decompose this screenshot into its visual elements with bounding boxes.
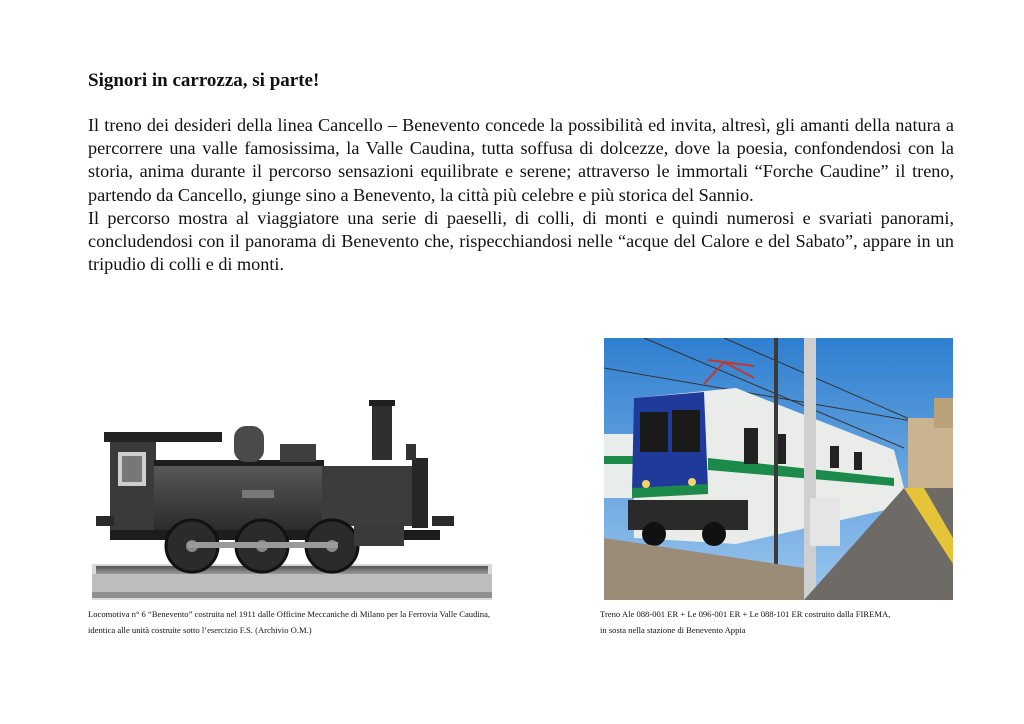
paragraph-2: Il percorso mostra al viaggiatore una serie di paeselli, di colli, di monti e quindi numerosi e svariati panorami, concludendosi con il panorama di Benevento che, rispecchiandosi nelle “acque del Calore e del Sabato”, appare in un tripudio di colli e di monti. bbox=[88, 207, 954, 275]
caption-right-line-1: Treno Ale 088-001 ER + Le 096-001 ER + Le 088-101 ER costruito dalla FIREMA, bbox=[600, 609, 891, 619]
modern-train-illustration bbox=[604, 338, 953, 600]
caption-right-line-2: in sosta nella stazione di Benevento Appia bbox=[600, 625, 746, 635]
paragraph-1: Il treno dei desideri della linea Cancello – Benevento concede la possibilità ed invita, altresì, gli amanti della natura a percorrere una valle famosissima, la Valle Caudina, tutta soffusa di dolcezze, dove la poesia, confondendosi con la storia, anima durante il percorso sensazioni equilibrate e serene; attraverso le immortali “Forche Caudine” il treno, partendo da Cancello, giunge sino a Benevento, la città più celebre e più storica del Sannio. bbox=[88, 115, 954, 205]
steam-locomotive-photo bbox=[92, 396, 492, 600]
caption-left-line-1: Locomotiva n° 6 “Benevento” costruita nel 1911 dalle Officine Meccaniche di Milano per la Ferrovia Valle Caudina, bbox=[88, 609, 491, 619]
steam-locomotive-illustration bbox=[92, 396, 492, 600]
caption-left bbox=[88, 606, 568, 638]
page-title: Signori in carrozza, si parte! bbox=[88, 70, 320, 91]
caption-right bbox=[600, 606, 960, 638]
caption-left-line-2: identica alle unità costruite sotto l’esercizio F.S. (Archivio O.M.) bbox=[88, 625, 312, 635]
body-text bbox=[88, 114, 954, 276]
modern-train-photo bbox=[604, 338, 953, 600]
